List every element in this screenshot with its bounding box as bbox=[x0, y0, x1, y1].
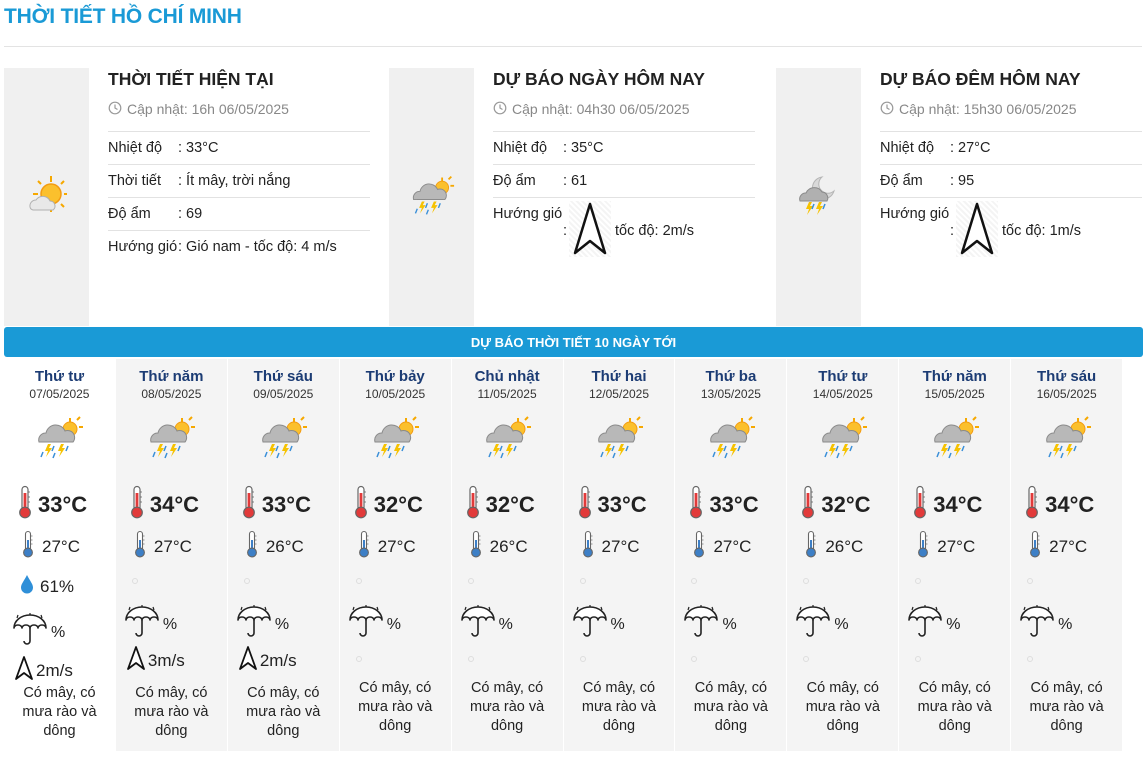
card-rows bbox=[108, 131, 370, 263]
humidity-placeholder-icon bbox=[580, 578, 586, 584]
thermometer-hot-icon bbox=[1025, 485, 1039, 525]
wind-direction-icon bbox=[956, 201, 998, 257]
forecast-day[interactable] bbox=[340, 359, 452, 751]
day-description: Có mây, có mưa rào và dông bbox=[22, 685, 97, 739]
day-description: Có mây, có mưa rào và dông bbox=[581, 680, 657, 734]
wind-value: 2m/s bbox=[259, 650, 297, 670]
ten-day-forecast bbox=[4, 359, 1123, 755]
rain-value: % bbox=[834, 615, 849, 633]
rain-chance bbox=[907, 605, 960, 644]
max-temp-value: 33°C bbox=[38, 492, 88, 517]
row-label: Nhiệt độ bbox=[880, 140, 935, 156]
min-temp bbox=[805, 530, 863, 563]
wind-direction-icon bbox=[569, 201, 611, 257]
row-value bbox=[950, 139, 1142, 158]
rain-chance bbox=[12, 613, 65, 652]
row-value-text: : 61 bbox=[563, 173, 588, 189]
card-update bbox=[493, 100, 755, 118]
rain-value: % bbox=[946, 615, 961, 633]
thermometer-hot-icon bbox=[242, 485, 256, 525]
day-name: Thứ hai bbox=[591, 368, 647, 385]
wind-speed: tốc độ: 2m/s bbox=[615, 222, 695, 239]
rain-value: % bbox=[1058, 615, 1073, 633]
rain-chance bbox=[683, 605, 736, 644]
day-description: Có mây, có mưa rào và dông bbox=[246, 685, 321, 739]
card-row bbox=[108, 132, 370, 165]
weather-card bbox=[4, 68, 374, 326]
thermometer-cold-icon bbox=[470, 530, 482, 563]
card-icon-panel bbox=[776, 68, 861, 326]
wind-placeholder-icon bbox=[691, 656, 697, 662]
humidity-placeholder-icon bbox=[803, 578, 809, 584]
card-icon-panel bbox=[389, 68, 474, 326]
day-description: Có mây, có mưa rào và dông bbox=[1029, 680, 1104, 734]
rain-chance bbox=[795, 605, 848, 644]
row-value-text: : 27°C bbox=[950, 140, 991, 156]
card-row bbox=[108, 165, 370, 198]
row-label: Hướng gió bbox=[108, 239, 178, 255]
day-name: Thứ tư bbox=[818, 368, 868, 385]
thermometer-cold-icon bbox=[134, 530, 146, 563]
card-content bbox=[493, 68, 755, 263]
min-temp bbox=[246, 530, 304, 563]
day-name: Thứ tư bbox=[34, 368, 85, 385]
min-temp-value: 27°C bbox=[42, 536, 80, 556]
day-date: 08/05/2025 bbox=[141, 387, 202, 401]
max-temp bbox=[130, 485, 199, 525]
row-value bbox=[563, 139, 755, 158]
weather-card bbox=[776, 68, 1146, 326]
rain-chance bbox=[460, 605, 513, 644]
rain-chance bbox=[124, 605, 177, 644]
max-temp bbox=[242, 485, 311, 525]
min-temp-value: 27°C bbox=[601, 536, 640, 556]
clock-icon bbox=[880, 101, 894, 118]
min-temp-value: 27°C bbox=[377, 536, 416, 556]
min-temp bbox=[1029, 530, 1087, 563]
card-row bbox=[108, 231, 370, 263]
row-label: Độ ẩm bbox=[493, 173, 536, 189]
max-temp-value: 33°C bbox=[597, 492, 647, 517]
wind bbox=[238, 645, 297, 676]
forecast-day[interactable] bbox=[564, 359, 676, 751]
wind-direction-icon bbox=[126, 645, 146, 676]
rain-chance bbox=[1019, 605, 1072, 644]
sun-cloud-icon bbox=[26, 174, 68, 221]
row-value bbox=[563, 205, 755, 257]
thermometer-cold-icon bbox=[246, 530, 258, 563]
rain-chance bbox=[236, 605, 289, 644]
wind-direction-icon bbox=[14, 655, 34, 686]
row-label: Hướng gió bbox=[493, 206, 563, 222]
card-row bbox=[880, 198, 1142, 263]
thermometer-hot-icon bbox=[130, 485, 144, 525]
card-row bbox=[493, 132, 755, 165]
card-update bbox=[880, 100, 1142, 118]
day-description: Có mây, có mưa rào và dông bbox=[917, 680, 992, 734]
day-date: 13/05/2025 bbox=[700, 387, 761, 401]
min-temp bbox=[134, 530, 192, 563]
card-row bbox=[880, 132, 1142, 165]
thermometer-hot-icon bbox=[466, 485, 480, 525]
thunderstorm-icon bbox=[370, 412, 420, 462]
humidity-drop-icon bbox=[20, 574, 34, 599]
row-value-text: : 33°C bbox=[178, 140, 219, 156]
umbrella-icon bbox=[124, 605, 160, 644]
max-temp-value: 34°C bbox=[1045, 492, 1095, 517]
max-temp-value: 32°C bbox=[485, 492, 535, 517]
max-temp-value: 33°C bbox=[261, 492, 311, 517]
update-time: Cập nhật: 16h 06/05/2025 bbox=[127, 101, 289, 117]
row-value bbox=[950, 172, 1142, 191]
row-label: Độ ẩm bbox=[108, 206, 151, 222]
rain-value: % bbox=[162, 615, 178, 633]
card-content bbox=[880, 68, 1142, 263]
weather-card bbox=[389, 68, 759, 326]
card-row bbox=[880, 165, 1142, 198]
thunderstorm-icon bbox=[258, 412, 308, 462]
row-label: Hướng gió bbox=[880, 206, 950, 222]
min-temp bbox=[22, 530, 80, 563]
row-value-text: : Gió nam - tốc độ: 4 m/s bbox=[178, 239, 337, 255]
card-rows bbox=[493, 131, 755, 263]
wind-placeholder-icon bbox=[580, 656, 586, 662]
umbrella-icon bbox=[795, 605, 831, 644]
day-date: 11/05/2025 bbox=[477, 387, 537, 401]
min-temp bbox=[582, 530, 640, 563]
min-temp-value: 26°C bbox=[825, 536, 864, 556]
wind-speed: tốc độ: 1m/s bbox=[1002, 222, 1082, 239]
thermometer-hot-icon bbox=[354, 485, 368, 525]
humidity-placeholder-icon bbox=[132, 578, 138, 584]
wind-placeholder-icon bbox=[803, 656, 809, 662]
forecast-day[interactable] bbox=[899, 359, 1011, 751]
thermometer-cold-icon bbox=[582, 530, 594, 563]
thunderstorm-icon bbox=[34, 412, 84, 462]
day-date: 15/05/2025 bbox=[924, 387, 985, 401]
max-temp bbox=[466, 485, 535, 525]
day-name: Thứ bảy bbox=[365, 368, 425, 385]
thermometer-cold-icon bbox=[22, 530, 34, 563]
thunderstorm-icon bbox=[146, 412, 196, 462]
day-description: Có mây, có mưa rào và dông bbox=[693, 680, 768, 734]
ten-day-forecast-banner: DỰ BÁO THỜI TIẾT 10 NGÀY TỚI bbox=[4, 327, 1143, 357]
max-temp bbox=[18, 485, 87, 525]
rain-chance bbox=[348, 605, 401, 644]
row-value-text: : 35°C bbox=[563, 140, 604, 156]
card-rows bbox=[880, 131, 1142, 263]
umbrella-icon bbox=[683, 605, 719, 644]
page-title: THỜI TIẾT HỒ CHÍ MINH bbox=[4, 5, 242, 28]
umbrella-icon bbox=[1019, 605, 1055, 644]
rain-value: % bbox=[386, 615, 401, 633]
min-temp-value: 27°C bbox=[153, 536, 192, 556]
min-temp-value: 26°C bbox=[265, 536, 304, 556]
card-title: THỜI TIẾT HIỆN TẠI bbox=[108, 69, 274, 89]
umbrella-icon bbox=[460, 605, 496, 644]
night-storm-icon bbox=[797, 173, 841, 222]
min-temp-value: 27°C bbox=[1049, 536, 1088, 556]
card-title: DỰ BÁO NGÀY HÔM NAY bbox=[493, 69, 705, 89]
day-date: 12/05/2025 bbox=[588, 387, 650, 401]
row-value-text: : 95 bbox=[950, 173, 975, 189]
day-name: Thứ sáu bbox=[253, 368, 313, 385]
min-temp bbox=[917, 530, 975, 563]
row-value bbox=[950, 205, 1142, 257]
day-name: Thứ năm bbox=[922, 368, 987, 385]
wind-value: 3m/s bbox=[147, 650, 185, 670]
max-temp-value: 32°C bbox=[373, 492, 423, 517]
clock-icon bbox=[493, 101, 507, 118]
day-description: Có mây, có mưa rào và dông bbox=[358, 680, 433, 734]
thermometer-hot-icon bbox=[18, 485, 32, 525]
day-description: Có mây, có mưa rào và dông bbox=[469, 680, 545, 734]
max-temp bbox=[354, 485, 423, 525]
thunderstorm-icon bbox=[482, 412, 532, 462]
wind bbox=[126, 645, 185, 676]
day-description: Có mây, có mưa rào và dông bbox=[134, 685, 209, 739]
thunderstorm-icon bbox=[1042, 412, 1092, 462]
max-temp bbox=[913, 485, 982, 525]
max-temp bbox=[689, 485, 758, 525]
forecast-day[interactable] bbox=[675, 359, 787, 751]
day-name: Chủ nhật bbox=[474, 368, 540, 385]
day-name: Thứ sáu bbox=[1037, 368, 1097, 385]
row-value-text: : Ít mây, trời nắng bbox=[178, 173, 291, 189]
row-prefix: : bbox=[563, 222, 568, 239]
humidity-placeholder-icon bbox=[468, 578, 474, 584]
thermometer-hot-icon bbox=[578, 485, 592, 525]
forecast-day[interactable] bbox=[116, 359, 228, 751]
row-prefix: : bbox=[950, 222, 955, 239]
card-row bbox=[108, 198, 370, 231]
wind-direction-icon bbox=[238, 645, 258, 676]
day-name: Thứ ba bbox=[705, 368, 757, 385]
humidity-placeholder-icon bbox=[244, 578, 250, 584]
rain-value: % bbox=[722, 615, 737, 633]
min-temp-value: 26°C bbox=[489, 536, 528, 556]
min-temp bbox=[693, 530, 751, 563]
humidity bbox=[20, 574, 74, 599]
thunderstorm-icon bbox=[930, 412, 980, 462]
umbrella-icon bbox=[12, 613, 48, 652]
max-temp-value: 33°C bbox=[709, 492, 759, 517]
humidity-placeholder-icon bbox=[1027, 578, 1033, 584]
row-label: Nhiệt độ bbox=[108, 140, 163, 156]
rain-value: % bbox=[51, 623, 66, 641]
min-temp bbox=[470, 530, 528, 563]
row-value bbox=[178, 172, 370, 191]
wind-placeholder-icon bbox=[356, 656, 362, 662]
thermometer-cold-icon bbox=[358, 530, 370, 563]
humidity-placeholder-icon bbox=[691, 578, 697, 584]
row-value bbox=[178, 139, 370, 158]
thunderstorm-icon bbox=[409, 172, 455, 223]
card-title: DỰ BÁO ĐÊM HÔM NAY bbox=[880, 69, 1081, 89]
row-label: Thời tiết bbox=[108, 173, 162, 189]
thermometer-hot-icon bbox=[913, 485, 927, 525]
wind-placeholder-icon bbox=[468, 656, 474, 662]
max-temp bbox=[801, 485, 870, 525]
rain-chance bbox=[572, 605, 625, 644]
max-temp bbox=[1025, 485, 1094, 525]
humidity-placeholder-icon bbox=[915, 578, 921, 584]
wind-value: 2m/s bbox=[36, 660, 73, 680]
thermometer-cold-icon bbox=[693, 530, 705, 563]
title-divider bbox=[4, 46, 1142, 47]
wind bbox=[14, 655, 73, 686]
card-row bbox=[493, 165, 755, 198]
day-name: Thứ năm bbox=[139, 368, 204, 385]
card-update bbox=[108, 100, 370, 118]
umbrella-icon bbox=[907, 605, 943, 644]
humidity-placeholder-icon bbox=[356, 578, 362, 584]
thermometer-hot-icon bbox=[689, 485, 703, 525]
min-temp bbox=[358, 530, 416, 563]
update-time: Cập nhật: 04h30 06/05/2025 bbox=[512, 101, 690, 117]
max-temp-value: 34°C bbox=[933, 492, 983, 517]
min-temp-value: 27°C bbox=[937, 536, 976, 556]
thunderstorm-icon bbox=[594, 412, 644, 462]
thermometer-cold-icon bbox=[805, 530, 817, 563]
day-description: Có mây, có mưa rào và dông bbox=[805, 680, 880, 734]
row-label: Nhiệt độ bbox=[493, 140, 548, 156]
card-icon-panel bbox=[4, 68, 89, 326]
day-date: 09/05/2025 bbox=[253, 387, 314, 401]
day-date: 16/05/2025 bbox=[1036, 387, 1097, 401]
row-value-text: : 69 bbox=[178, 206, 203, 222]
rain-value: % bbox=[498, 615, 513, 633]
thermometer-hot-icon bbox=[801, 485, 815, 525]
forecast-day[interactable] bbox=[787, 359, 899, 751]
thermometer-cold-icon bbox=[1029, 530, 1041, 563]
rain-value: % bbox=[274, 615, 290, 633]
wind-placeholder-icon bbox=[1027, 656, 1033, 662]
day-date: 07/05/2025 bbox=[29, 387, 90, 401]
card-content bbox=[108, 68, 370, 263]
card-row bbox=[493, 198, 755, 263]
max-temp bbox=[578, 485, 647, 525]
max-temp-value: 34°C bbox=[149, 492, 200, 517]
day-date: 14/05/2025 bbox=[812, 387, 873, 401]
wind-placeholder-icon bbox=[915, 656, 921, 662]
row-label: Độ ẩm bbox=[880, 173, 923, 189]
forecast-day[interactable] bbox=[452, 359, 564, 751]
umbrella-icon bbox=[236, 605, 272, 644]
umbrella-icon bbox=[572, 605, 608, 644]
forecast-day[interactable] bbox=[4, 359, 116, 761]
thunderstorm-icon bbox=[706, 412, 756, 462]
update-time: Cập nhật: 15h30 06/05/2025 bbox=[899, 101, 1077, 117]
thermometer-cold-icon bbox=[917, 530, 929, 563]
humidity-value: 61% bbox=[40, 576, 75, 596]
min-temp-value: 27°C bbox=[713, 536, 752, 556]
forecast-day[interactable] bbox=[228, 359, 340, 751]
umbrella-icon bbox=[348, 605, 384, 644]
rain-value: % bbox=[610, 615, 625, 633]
forecast-day[interactable] bbox=[1011, 359, 1123, 751]
day-date: 10/05/2025 bbox=[365, 387, 426, 401]
row-value bbox=[178, 205, 370, 224]
row-value bbox=[178, 238, 370, 257]
row-value bbox=[563, 172, 755, 191]
max-temp-value: 32°C bbox=[821, 492, 871, 517]
thunderstorm-icon bbox=[818, 412, 868, 462]
clock-icon bbox=[108, 101, 122, 118]
